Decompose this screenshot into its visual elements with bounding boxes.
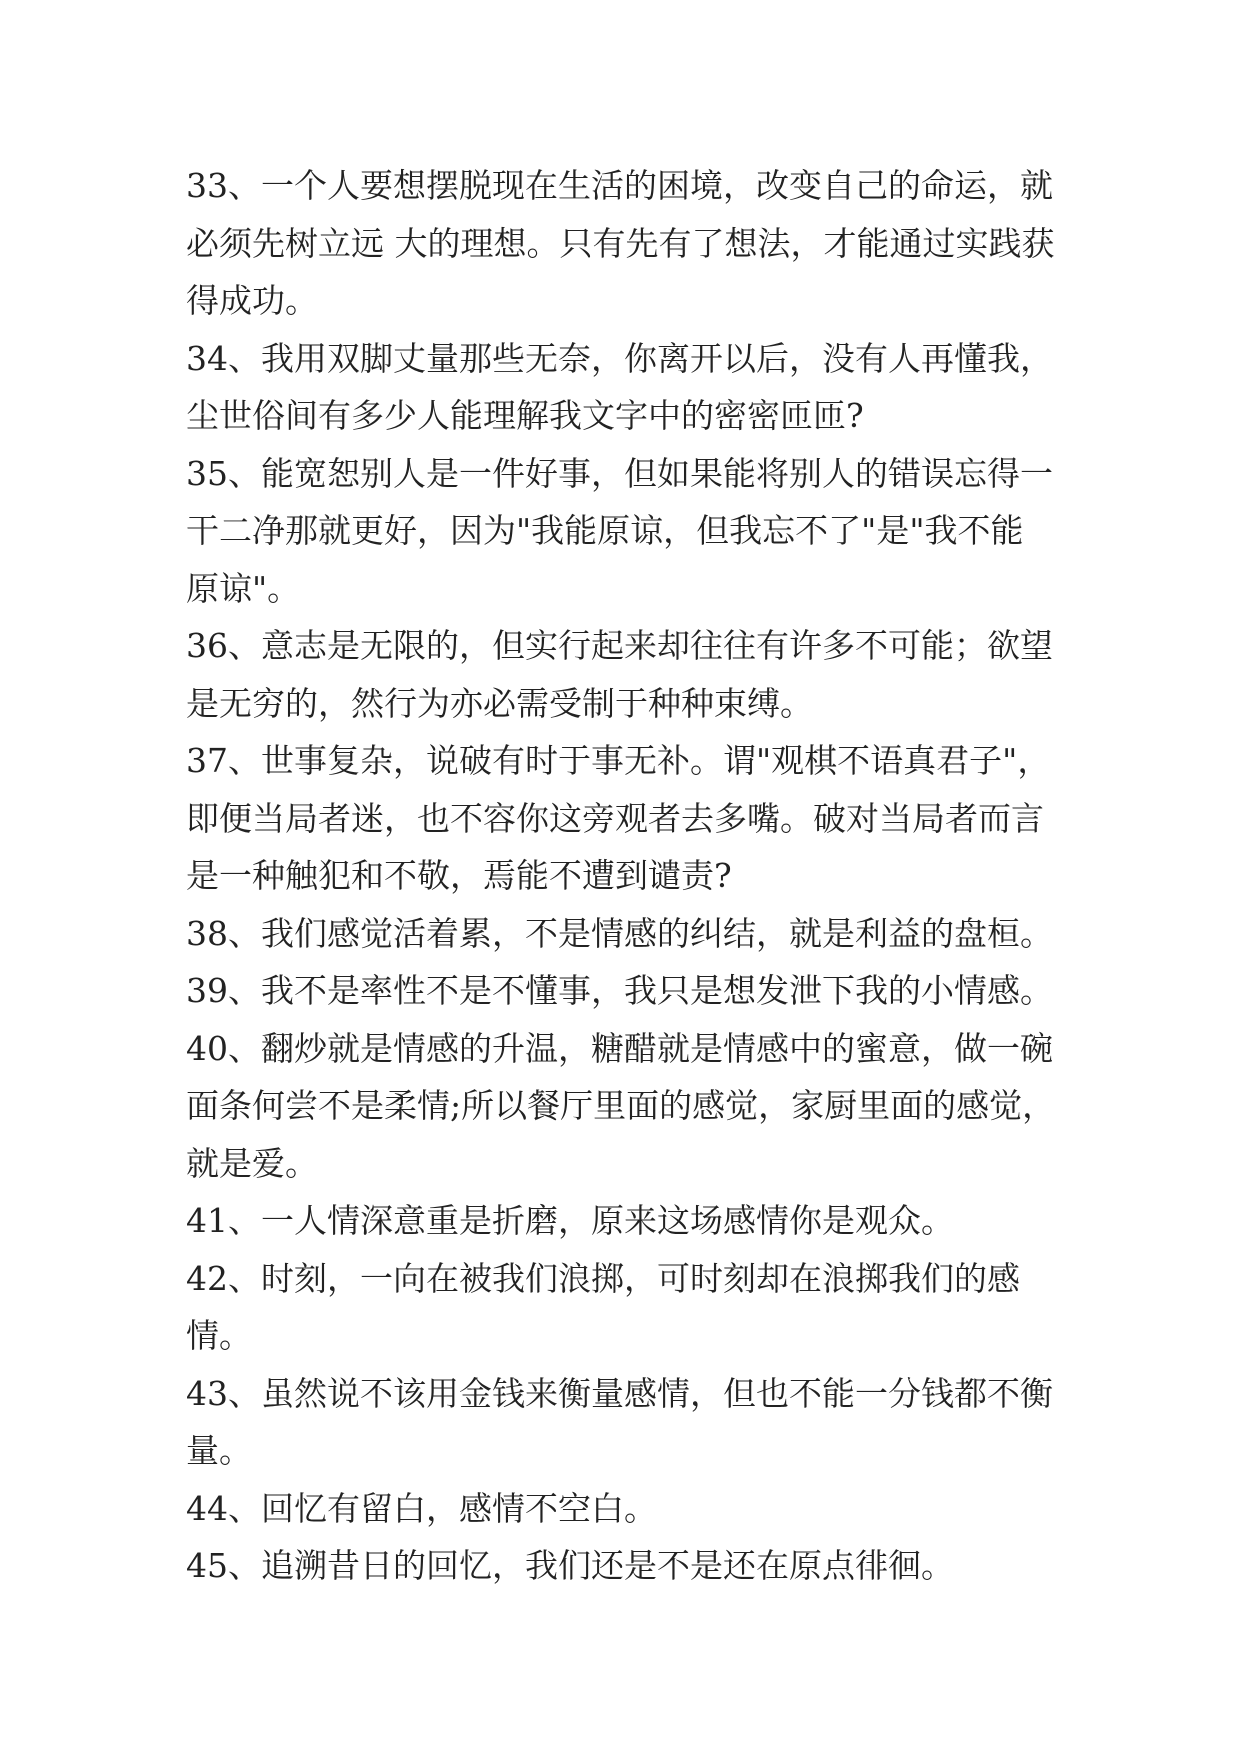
- document-body: [186, 157, 1056, 1595]
- list-item-45: 45、追溯昔日的回忆，我们还是不是还在原点徘徊。: [186, 1546, 954, 1585]
- list-item-35: 35、能宽恕别人是一件好事，但如果能将别人的错误忘得一干二净那就更好，因为"我能原谅，但我忘不了"是"我不能原谅"。: [186, 453, 1053, 608]
- list-item-36: 36、意志是无限的，但实行起来却往往有许多不可能；欲望是无穷的，然行为亦必需受制于种种束缚。: [186, 626, 1053, 723]
- list-item-37: 37、世事复杂，说破有时于事无补。谓"观棋不语真君子"，即便当局者迷，也不容你这旁观者去多嘴。破对当局者而言是一种触犯和不敬，焉能不遭到谴责?: [186, 741, 1051, 895]
- list-item-42: 42、时刻，一向在被我们浪掷，可时刻却在浪掷我们的感情。: [186, 1258, 1020, 1355]
- list-item-34: 34、我用双脚丈量那些无奈，你离开以后，没有人再懂我，尘世俗间有多少人能理解我文字中的密密匝匝?: [186, 338, 1053, 435]
- list-item-39: 39、我不是率性不是不懂事，我只是想发泄下我的小情感。: [186, 971, 1053, 1010]
- list-item-33: 33、一个人要想摆脱现在生活的困境，改变自己的命运，就必须先树立远 大的理想。只有先有了想法，才能通过实践获得成功。: [186, 166, 1055, 320]
- list-item-41: 41、一人情深意重是折磨，原来这场感情你是观众。: [186, 1201, 954, 1240]
- list-item-40: 40、翻炒就是情感的升温，糖醋就是情感中的蜜意，做一碗面条何尝不是柔情;所以餐厅里面的感觉，家厨里面的感觉，就是爱。: [186, 1028, 1056, 1183]
- list-item-38: 38、我们感觉活着累，不是情感的纠结，就是利益的盘桓。: [186, 913, 1053, 953]
- list-item-43: 43、虽然说不该用金钱来衡量感情，但也不能一分钱都不衡量。: [186, 1373, 1053, 1470]
- list-item-44: 44、回忆有留白，感情不空白。: [186, 1488, 657, 1528]
